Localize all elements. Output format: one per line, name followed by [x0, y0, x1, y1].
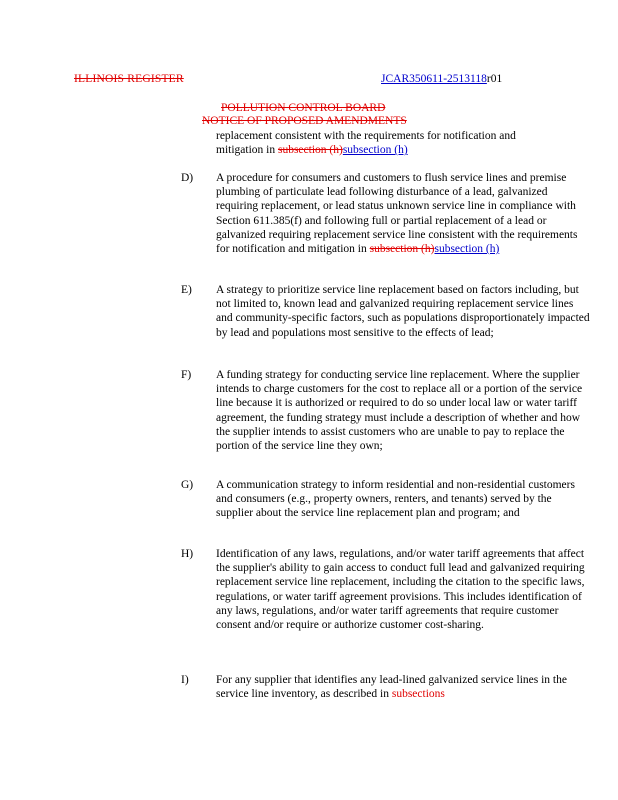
item-text-e: A strategy to prioritize service line replacement based on factors including, but not limited to, known lead and galvanized requiring replacement service lines and community-specific factors, such as populations disproportionately impacted by lead and populations most sensitive to the effects of lead; — [216, 284, 590, 339]
notice-title: NOTICE OF PROPOSED AMENDMENTS — [202, 115, 407, 127]
inserted-subsection-link[interactable]: subsection (h) — [342, 144, 408, 157]
item-label-d: D) — [181, 172, 194, 184]
jcar-suffix: r01 — [486, 73, 503, 85]
deleted-subsection: subsection (h) — [369, 243, 435, 256]
item-text-g: A communication strategy to inform residential and non-residential customers and consumers (e.g., property owners, renters, and tenants) served by the supplier about the service line replacement plan and program; and — [216, 479, 575, 520]
item-label-i: I) — [181, 674, 189, 686]
intro-text: mitigation in — [216, 144, 278, 157]
board-name: POLLUTION CONTROL BOARD — [221, 102, 386, 114]
jcar-reference — [381, 73, 502, 85]
inserted-subsection-link[interactable]: subsection (h) — [434, 243, 500, 256]
register-title: ILLINOIS REGISTER — [74, 73, 184, 85]
item-text-d — [216, 171, 591, 256]
item-label-h: H) — [181, 548, 194, 560]
intro-line-1: replacement consistent with the requirements for notification and — [216, 130, 516, 142]
item-label-g: G) — [181, 479, 194, 491]
item-text-h: Identification of any laws, regulations, and/or water tariff agreements that affect the supplier's ability to gain access to conduct full lead and galvanized requiring replacement service line replacement, including the citation to the specific laws, regulations, or water tariff agreement provisions. This includes identification of any laws, regulations, and/or water tariff agreements that require customer consent and/or require or authorize customer cost-sharing. — [216, 548, 585, 632]
item-i-body: For any supplier that identifies any lead-lined galvanized service lines in the service line inventory, as described in — [216, 674, 567, 701]
item-label-f: F) — [181, 369, 192, 381]
item-label-e: E) — [181, 284, 192, 296]
inserted-text: subsections — [391, 688, 445, 701]
intro-line-2 — [216, 143, 591, 157]
jcar-code[interactable]: JCAR350611-2513118 — [381, 73, 487, 85]
item-text-f: A funding strategy for conducting service line replacement. Where the supplier intends to charge customers for the cost to replace all or a portion of the service line because it is authorized or required to do so under local law or water tariff agreement, the funding strategy must include a description of whether and how the supplier intends to assist customers who are unable to pay to replace the portion of the service line they own; — [216, 369, 583, 453]
deleted-subsection: subsection (h) — [277, 144, 343, 157]
intro-paragraph — [216, 129, 591, 157]
item-text-i — [216, 673, 591, 701]
item-d-body: A procedure for consumers and customers to flush service lines and premise plumbing of particulate lead following disturbance of a lead, galvanized requiring replacement, or lead status unknown service line in compliance with Section 611.385(f) and following full or partial replacement of a lead or galvanized requiring replacement service line consistent with the requirements for notification and mitigation in — [216, 172, 578, 256]
